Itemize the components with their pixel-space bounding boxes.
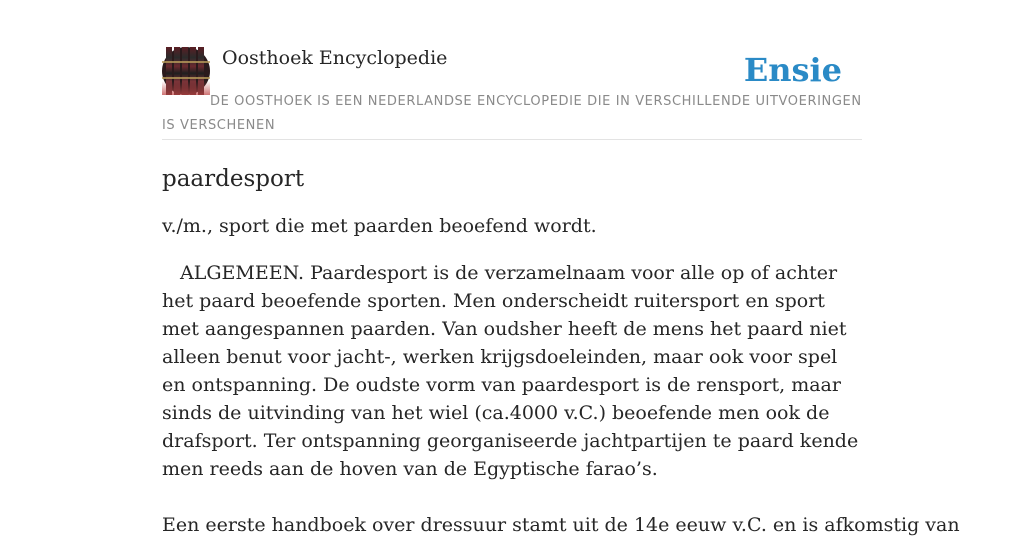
article-paragraph: ALGEMEEN. Paardesport is de verzamelnaam voor alle op of achter het paard beoefende sporten. Men onderscheidt ruitersport en sport met aangespannen paarden. Van oudsher heeft de mens het paard niet alleen benut voor jacht-, werken krijgsdoeleinden, maar ook voor spel en ontspanning. De oudste vorm van paardesport is de rensport, maar sinds de uitvinding van het wiel (ca.4000 v.C.) beoefende men ook de drafsport. Ter ontspanning georganiseerde jachtpartijen te paard kende men reeds aan de hoven van de Egyptische farao’s. (162, 262, 859, 480)
site-tagline: DE OOSTHOEK IS EEN NEDERLANDSE ENCYCLOPEDIE DIE IN VERSCHILLENDE UITVOERINGEN IS VERSCHENEN (162, 94, 862, 133)
site-name-link[interactable]: Oosthoek Encyclopedie (222, 47, 448, 69)
site-avatar[interactable] (162, 47, 210, 95)
site-header (162, 46, 862, 140)
article (162, 160, 960, 539)
article-paragraph: Een eerste handboek over dressuur stamt uit de 14e eeuw v.C. en is afkomstig van (162, 514, 960, 536)
article-definition: v./m., sport die met paarden beoefend wordt. (162, 215, 597, 237)
article-title: paardesport (162, 166, 305, 192)
brand-logo[interactable]: Ensie (743, 51, 842, 89)
